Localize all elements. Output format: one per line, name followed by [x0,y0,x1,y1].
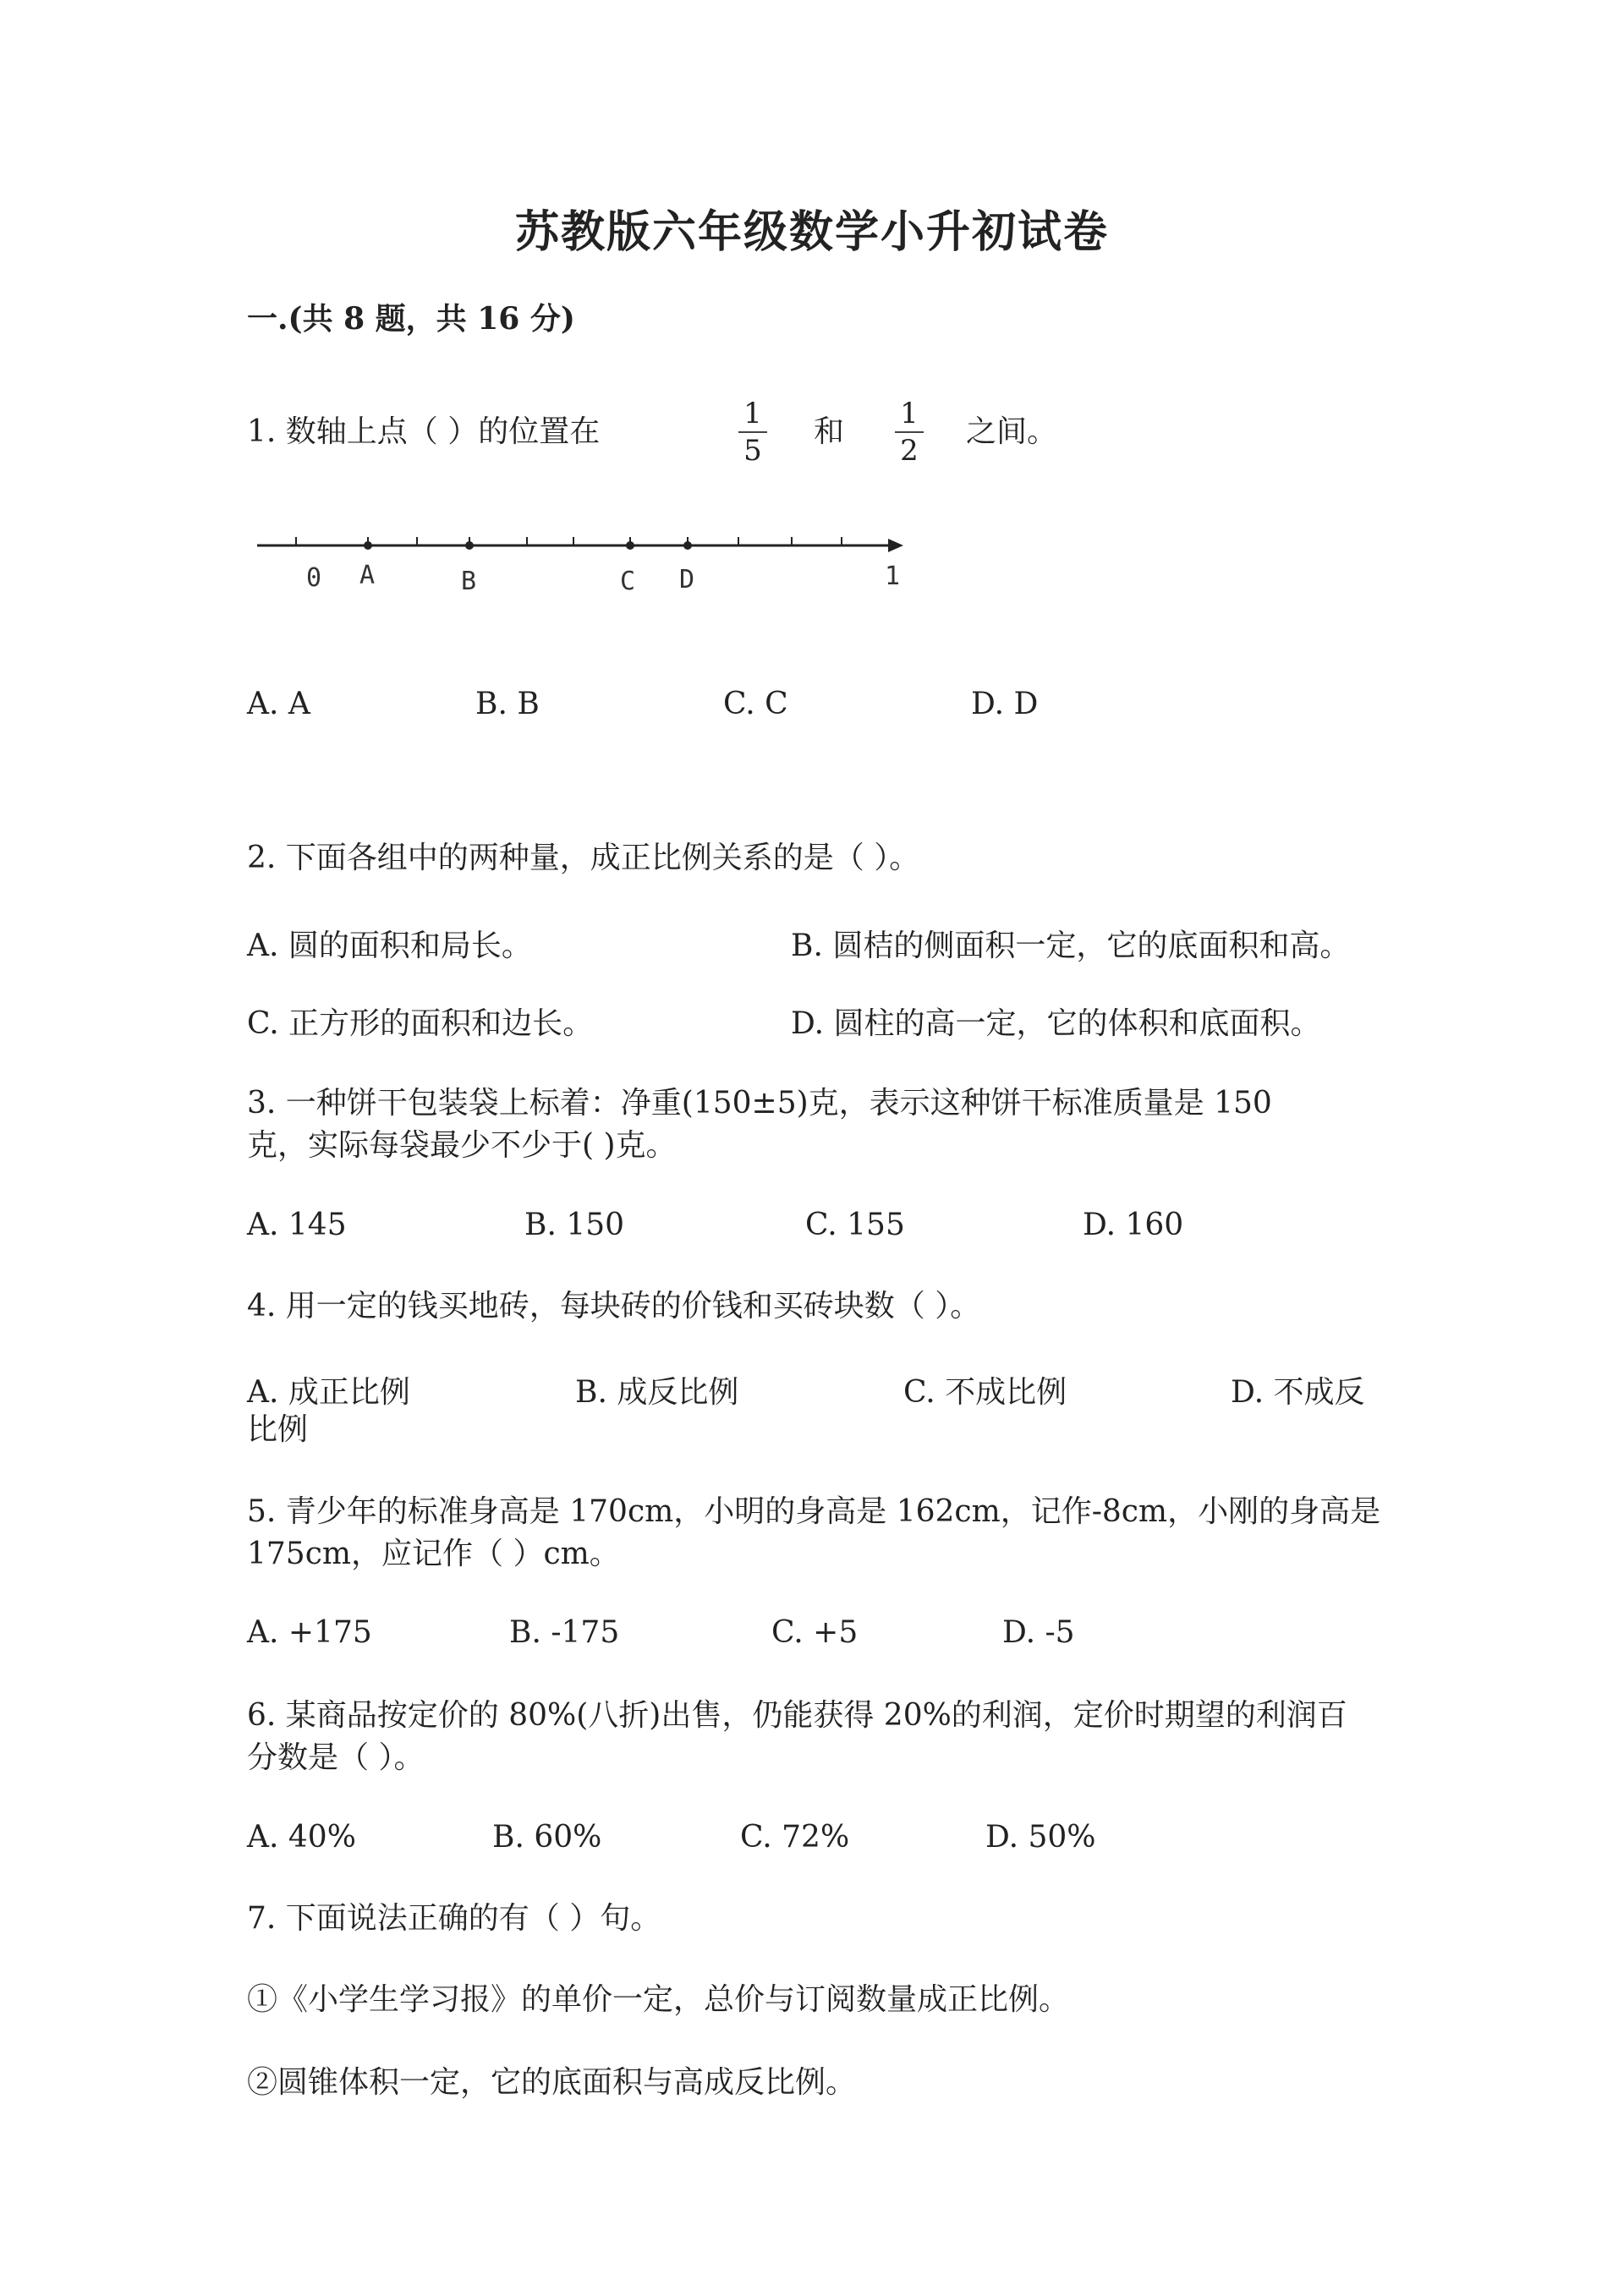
q6-option-b[interactable]: B. 60% [492,1820,602,1855]
axis-label-0: 0 [306,563,322,593]
q4-option-d-wrap: 比例 [247,1412,309,1447]
q2-option-a[interactable]: A. 圆的面积和局长。 [247,929,532,963]
q2-option-c[interactable]: C. 正方形的面积和边长。 [247,1006,594,1041]
q7-text: 7. 下面说法正确的有（ ）句。 [247,1901,661,1936]
q1-option-a[interactable]: A. A [247,687,310,721]
q3-option-a[interactable]: A. 145 [247,1208,347,1242]
q1-option-b[interactable]: B. B [475,687,540,721]
q1-prefix: 1. 数轴上点（ ）的位置在 [247,414,601,449]
axis-label-a: A [359,561,376,590]
q5-line-1: 5. 青少年的标准身高是 170cm，小明的身高是 162cm，记作-8cm，小刚的身高是 [247,1494,1381,1529]
q4-option-d[interactable]: D. 不成反 [1231,1375,1365,1410]
fraction-numerator: 1 [738,399,767,433]
q1-and: 和 [814,414,845,449]
number-line-figure [245,520,956,613]
axis-label-d: D [679,565,695,595]
fraction-one-fifth [738,397,767,468]
q4-option-a[interactable]: A. 成正比例 [247,1375,410,1410]
q3-option-d[interactable]: D. 160 [1083,1208,1184,1242]
q5-option-d[interactable]: D. -5 [1002,1615,1075,1650]
fraction-numerator: 1 [895,399,924,433]
q2-option-d[interactable]: D. 圆柱的高一定，它的体积和底面积。 [791,1006,1321,1041]
q6-line-2: 分数是（ ）。 [247,1740,425,1775]
page-title: 苏教版六年级数学小升初试卷 [514,206,1109,258]
axis-label-b: B [461,567,477,596]
q6-line-1: 6. 某商品按定价的 80%(八折)出售，仍能获得 20%的利润，定价时期望的利润百 [247,1698,1347,1733]
point-a-dot [364,541,372,550]
fraction-one-half [895,397,924,468]
q5-line-2: 175cm，应记作（ ）cm。 [247,1537,620,1571]
fraction-denominator: 5 [743,434,762,468]
q4-text: 4. 用一定的钱买地砖，每块砖的价钱和买砖块数（ ）。 [247,1289,981,1323]
q7-statement-1: ①《小学生学习报》的单价一定，总价与订阅数量成正比例。 [247,1982,1070,2017]
axis-label-c: C [620,567,636,596]
q3-option-b[interactable]: B. 150 [524,1208,625,1242]
q2-text: 2. 下面各组中的两种量，成正比例关系的是（ ）。 [247,841,920,875]
q5-option-b[interactable]: B. -175 [509,1615,620,1650]
q1-option-d[interactable]: D. D [971,687,1039,721]
q4-option-b[interactable]: B. 成反比例 [575,1375,739,1410]
arrow-head-icon [888,539,903,552]
fraction-denominator: 2 [900,434,919,468]
q2-option-b[interactable]: B. 圆桔的侧面积一定，它的底面积和高。 [791,929,1351,963]
q3-line-2: 克，实际每袋最少不少于( )克。 [247,1128,677,1163]
q1-suffix: 之间。 [966,414,1058,449]
q3-line-1: 3. 一种饼干包装袋上标着：净重(150±5)克，表示这种饼干标准质量是 150 [247,1086,1272,1121]
q6-option-c[interactable]: C. 72% [740,1820,850,1855]
point-b-dot [465,541,474,550]
q6-option-a[interactable]: A. 40% [247,1820,356,1855]
section-heading: 一.(共 8 题，共 16 分) [247,301,575,337]
q7-statement-2: ②圆锥体积一定，它的底面积与高成反比例。 [247,2065,857,2100]
q5-option-c[interactable]: C. +5 [771,1615,859,1650]
q5-option-a[interactable]: A. +175 [247,1615,372,1650]
axis-label-1: 1 [885,562,901,591]
q4-option-c[interactable]: C. 不成比例 [903,1375,1067,1410]
q6-option-d[interactable]: D. 50% [985,1820,1096,1855]
point-c-dot [626,541,634,550]
q1-option-c[interactable]: C. C [723,687,788,721]
point-d-dot [683,541,692,550]
q3-option-c[interactable]: C. 155 [805,1208,905,1242]
